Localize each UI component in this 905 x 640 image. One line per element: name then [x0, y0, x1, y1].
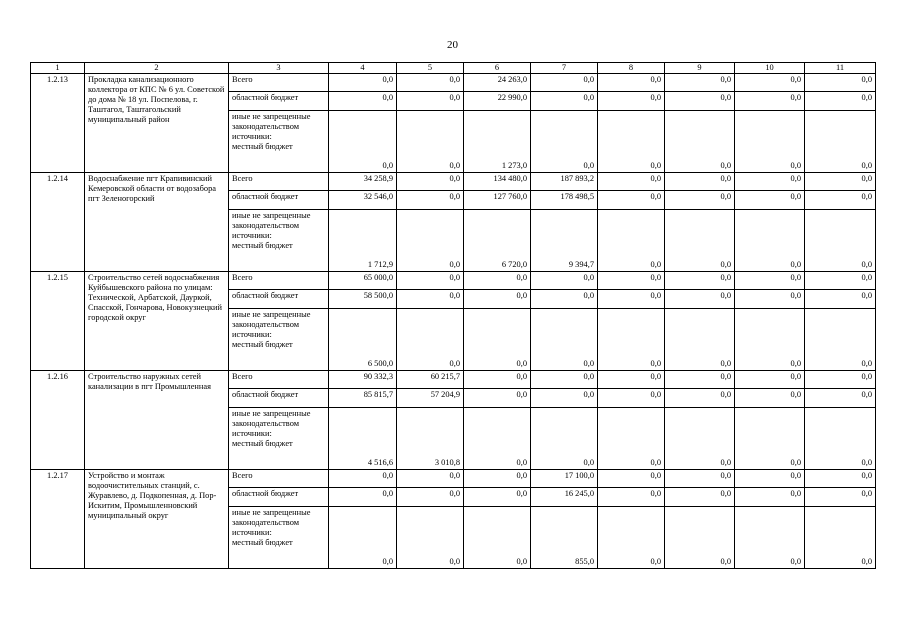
value-cell: 0,0: [805, 488, 876, 507]
value-cell: 16 245,0: [531, 488, 598, 507]
value-cell: 0,0: [397, 272, 464, 290]
source-label-oblast: областной бюджет: [229, 389, 329, 408]
column-number-row: [31, 63, 876, 74]
value-cell: 0,0: [735, 371, 805, 389]
value-cell: 34 258,9: [329, 173, 397, 191]
item-name: Прокладка канализационного коллектора от КПС № 6 ул. Советской до дома № 18 ул. Поспелова, г. Таштагол, Таштагольский муниципальный район: [85, 74, 229, 173]
value-cell: 0,0: [805, 74, 876, 92]
value-cell: 0,0: [665, 309, 735, 371]
value-cell: 0,0: [397, 111, 464, 173]
item-name: Строительство сетей водоснабжения Куйбышевского района по улицам: Технической, Арбатской, Дауркой, Спасской, Гончарова, Новокузнецкий городской округ: [85, 272, 229, 371]
value-cell: 0,0: [805, 371, 876, 389]
value-cell: 0,0: [735, 290, 805, 309]
source-label-total: Всего: [229, 371, 329, 389]
value-cell: 0,0: [598, 111, 665, 173]
value-cell: 0,0: [329, 92, 397, 111]
value-cell: 0,0: [464, 389, 531, 408]
value-cell: 0,0: [665, 371, 735, 389]
value-cell: 0,0: [598, 371, 665, 389]
value-cell: 0,0: [805, 290, 876, 309]
item-name: Устройство и монтаж водоочистительных станций, с. Журавлево, д. Подкопенная, д. Пор-Искитим, Промышленновский муниципальный округ: [85, 470, 229, 569]
value-cell: 0,0: [464, 408, 531, 470]
table-row: [31, 74, 876, 92]
source-label-oblast: областной бюджет: [229, 191, 329, 210]
value-cell: 0,0: [464, 488, 531, 507]
column-header: 9: [665, 63, 735, 74]
value-cell: 0,0: [665, 74, 735, 92]
value-cell: 32 546,0: [329, 191, 397, 210]
column-header: 1: [31, 63, 85, 74]
source-label-total: Всего: [229, 74, 329, 92]
column-header: 11: [805, 63, 876, 74]
value-cell: 0,0: [598, 173, 665, 191]
value-cell: 187 893,2: [531, 173, 598, 191]
value-cell: 0,0: [329, 507, 397, 569]
value-cell: 0,0: [805, 92, 876, 111]
value-cell: 0,0: [329, 470, 397, 488]
value-cell: 0,0: [598, 290, 665, 309]
value-cell: 0,0: [397, 191, 464, 210]
value-cell: 0,0: [805, 111, 876, 173]
value-cell: 0,0: [397, 92, 464, 111]
value-cell: 0,0: [805, 507, 876, 569]
value-cell: 0,0: [598, 191, 665, 210]
column-header: 4: [329, 63, 397, 74]
value-cell: 4 516,6: [329, 408, 397, 470]
value-cell: 0,0: [598, 309, 665, 371]
value-cell: 0,0: [397, 488, 464, 507]
value-cell: 9 394,7: [531, 210, 598, 272]
value-cell: 0,0: [735, 272, 805, 290]
value-cell: 0,0: [531, 408, 598, 470]
page-number: 20: [447, 39, 458, 51]
value-cell: 0,0: [329, 488, 397, 507]
value-cell: 0,0: [735, 309, 805, 371]
value-cell: 0,0: [665, 488, 735, 507]
table-row: [31, 470, 876, 488]
value-cell: 0,0: [531, 111, 598, 173]
column-header: 8: [598, 63, 665, 74]
value-cell: 855,0: [531, 507, 598, 569]
value-cell: 0,0: [397, 210, 464, 272]
value-cell: 0,0: [735, 389, 805, 408]
value-cell: 57 204,9: [397, 389, 464, 408]
value-cell: 0,0: [735, 74, 805, 92]
value-cell: 0,0: [735, 173, 805, 191]
table-row: [31, 173, 876, 191]
source-label-local: иные не запрещенные законодательством источники: местный бюджет: [229, 408, 329, 470]
value-cell: 134 480,0: [464, 173, 531, 191]
source-label-total: Всего: [229, 173, 329, 191]
value-cell: 0,0: [735, 111, 805, 173]
value-cell: 0,0: [805, 309, 876, 371]
source-label-oblast: областной бюджет: [229, 290, 329, 309]
value-cell: 0,0: [531, 74, 598, 92]
value-cell: 1 273,0: [464, 111, 531, 173]
value-cell: 0,0: [397, 173, 464, 191]
value-cell: 0,0: [397, 507, 464, 569]
value-cell: 3 010,8: [397, 408, 464, 470]
value-cell: 0,0: [329, 74, 397, 92]
value-cell: 0,0: [397, 309, 464, 371]
value-cell: 0,0: [665, 470, 735, 488]
column-header: 3: [229, 63, 329, 74]
value-cell: 17 100,0: [531, 470, 598, 488]
value-cell: 0,0: [735, 408, 805, 470]
value-cell: 58 500,0: [329, 290, 397, 309]
value-cell: 0,0: [735, 210, 805, 272]
value-cell: 178 498,5: [531, 191, 598, 210]
value-cell: 0,0: [805, 470, 876, 488]
value-cell: 0,0: [805, 191, 876, 210]
value-cell: 0,0: [665, 389, 735, 408]
value-cell: 0,0: [665, 408, 735, 470]
value-cell: 0,0: [531, 290, 598, 309]
value-cell: 0,0: [665, 92, 735, 111]
value-cell: 0,0: [598, 272, 665, 290]
column-header: 2: [85, 63, 229, 74]
value-cell: 0,0: [464, 309, 531, 371]
value-cell: 0,0: [531, 309, 598, 371]
table-row: [31, 371, 876, 389]
value-cell: 0,0: [464, 507, 531, 569]
value-cell: 0,0: [805, 408, 876, 470]
column-header: 7: [531, 63, 598, 74]
value-cell: 0,0: [598, 210, 665, 272]
item-code: 1.2.13: [31, 74, 85, 173]
value-cell: 0,0: [464, 290, 531, 309]
item-code: 1.2.17: [31, 470, 85, 569]
item-name: Водоснабжение пгт Крапивинский Кемеровской области от водозабора пгт Зеленогорский: [85, 173, 229, 272]
table-row: [31, 272, 876, 290]
source-label-local: иные не запрещенные законодательством источники: местный бюджет: [229, 111, 329, 173]
source-label-total: Всего: [229, 272, 329, 290]
value-cell: 0,0: [735, 470, 805, 488]
value-cell: 0,0: [735, 191, 805, 210]
value-cell: 0,0: [397, 74, 464, 92]
value-cell: 0,0: [735, 92, 805, 111]
value-cell: 0,0: [665, 173, 735, 191]
source-label-total: Всего: [229, 470, 329, 488]
column-header: 6: [464, 63, 531, 74]
value-cell: 0,0: [464, 272, 531, 290]
budget-table: [30, 62, 876, 569]
value-cell: 0,0: [665, 290, 735, 309]
value-cell: 6 720,0: [464, 210, 531, 272]
value-cell: 0,0: [805, 173, 876, 191]
value-cell: 0,0: [805, 389, 876, 408]
value-cell: 0,0: [598, 389, 665, 408]
value-cell: 0,0: [598, 507, 665, 569]
value-cell: 0,0: [598, 488, 665, 507]
item-code: 1.2.14: [31, 173, 85, 272]
value-cell: 24 263,0: [464, 74, 531, 92]
value-cell: 0,0: [531, 371, 598, 389]
value-cell: 0,0: [598, 92, 665, 111]
value-cell: 0,0: [665, 272, 735, 290]
value-cell: 0,0: [665, 191, 735, 210]
value-cell: 60 215,7: [397, 371, 464, 389]
value-cell: 0,0: [397, 470, 464, 488]
value-cell: 6 500,0: [329, 309, 397, 371]
value-cell: 0,0: [665, 507, 735, 569]
item-name: Строительство наружных сетей канализации в пгт Промышленная: [85, 371, 229, 470]
value-cell: 0,0: [805, 272, 876, 290]
value-cell: 65 000,0: [329, 272, 397, 290]
value-cell: 0,0: [397, 290, 464, 309]
value-cell: 0,0: [598, 74, 665, 92]
value-cell: 22 990,0: [464, 92, 531, 111]
value-cell: 0,0: [598, 408, 665, 470]
value-cell: 0,0: [531, 92, 598, 111]
value-cell: 0,0: [665, 111, 735, 173]
value-cell: 0,0: [531, 389, 598, 408]
source-label-local: иные не запрещенные законодательством источники: местный бюджет: [229, 507, 329, 569]
item-code: 1.2.15: [31, 272, 85, 371]
value-cell: 1 712,9: [329, 210, 397, 272]
column-header: 5: [397, 63, 464, 74]
value-cell: 0,0: [805, 210, 876, 272]
value-cell: 0,0: [735, 488, 805, 507]
value-cell: 0,0: [735, 507, 805, 569]
value-cell: 0,0: [329, 111, 397, 173]
value-cell: 0,0: [464, 371, 531, 389]
value-cell: 90 332,3: [329, 371, 397, 389]
source-label-oblast: областной бюджет: [229, 488, 329, 507]
value-cell: 0,0: [531, 272, 598, 290]
column-header: 10: [735, 63, 805, 74]
source-label-local: иные не запрещенные законодательством источники: местный бюджет: [229, 210, 329, 272]
source-label-local: иные не запрещенные законодательством источники: местный бюджет: [229, 309, 329, 371]
value-cell: 0,0: [665, 210, 735, 272]
item-code: 1.2.16: [31, 371, 85, 470]
value-cell: 127 760,0: [464, 191, 531, 210]
value-cell: 85 815,7: [329, 389, 397, 408]
value-cell: 0,0: [464, 470, 531, 488]
value-cell: 0,0: [598, 470, 665, 488]
source-label-oblast: областной бюджет: [229, 92, 329, 111]
